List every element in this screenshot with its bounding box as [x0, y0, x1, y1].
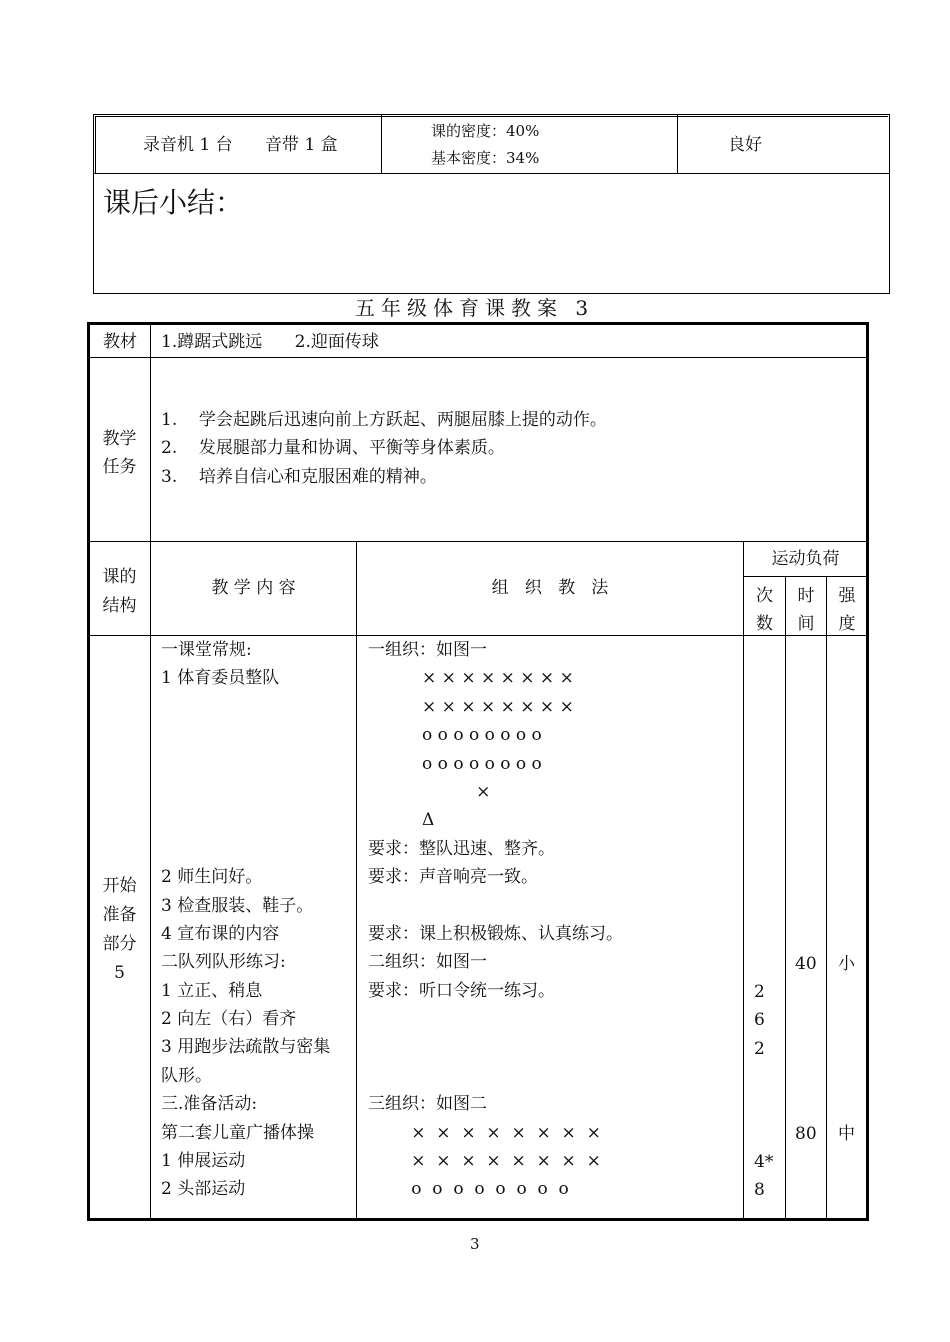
- formation-row: × × × × × × × ×: [368, 668, 574, 689]
- density-line-1: 课的密度：40%: [431, 122, 540, 140]
- task-item: 1. 学会起跳后迅速向前上方跃起、两腿屈膝上提的动作。: [161, 410, 607, 430]
- formation-row: o o o o o o o o: [368, 753, 542, 774]
- content-line: [161, 778, 330, 806]
- row-rule-task: [89, 541, 867, 542]
- row-rule-material: [89, 357, 867, 358]
- method-line: 三组织：如图二: [368, 1094, 487, 1115]
- summary-label: 课后小结：: [103, 186, 244, 219]
- method-line: 要求：整队迅速、整齐。: [368, 838, 555, 859]
- content-line: 2 头部运动: [161, 1179, 246, 1200]
- content-line: 3 检查服装、鞋子。: [161, 895, 314, 916]
- content-line: [161, 693, 330, 721]
- material-value: 1.蹲踞式跳远 2.迎面传球: [161, 332, 379, 352]
- equipment-text: 录音机 1 台 音带 1 盒: [143, 135, 338, 155]
- method-line: [368, 1033, 623, 1061]
- task-item: 3. 培养自信心和克服困难的精神。: [161, 466, 437, 487]
- count-value: 8: [754, 1180, 765, 1200]
- method-line: 要求：课上积极锻炼、认真练习。: [368, 923, 623, 944]
- header-time: 时 间: [797, 586, 815, 634]
- header-load: 运动负荷: [771, 549, 840, 569]
- content-line: 二队列队形练习:: [161, 952, 286, 973]
- col-rule-method: [743, 541, 744, 1219]
- formation-row: × × × × × × × ×: [368, 1151, 601, 1172]
- content-line: 1 立正、稍息: [161, 980, 263, 1001]
- content-line: 1 伸展运动: [161, 1151, 246, 1172]
- top-table-inner-left: [95, 116, 96, 174]
- method-line: [368, 1062, 623, 1090]
- col-rule-content: [356, 541, 357, 1219]
- top-table-col-divider-2: [677, 114, 678, 174]
- col-rule-count: [785, 576, 786, 1219]
- row-rule-load-sub: [743, 576, 867, 577]
- header-method: 组 织 教 法: [491, 578, 609, 598]
- page-number: 3: [470, 1235, 480, 1253]
- content-line: 第二套儿童广播体操: [161, 1122, 314, 1143]
- formation-row: × × × × × × × ×: [368, 1122, 601, 1143]
- time-value: 40: [795, 954, 817, 974]
- rating-text: 良好: [728, 135, 762, 155]
- intensity-value: 小: [838, 954, 855, 974]
- content-line: [161, 806, 330, 834]
- count-value: 6: [754, 1010, 765, 1030]
- col-rule-label: [150, 324, 151, 1219]
- method-line: 要求：声音响亮一致。: [368, 867, 538, 888]
- method-line: 要求：听口令统一练习。: [368, 980, 555, 1001]
- lesson-title: 五年级体育课教案 3: [355, 296, 595, 320]
- col-rule-time: [826, 576, 827, 1219]
- content-column: [161, 636, 330, 1204]
- task-list: [161, 406, 607, 491]
- header-intensity: 强 度: [838, 586, 856, 634]
- method-line: 二组织：如图一: [368, 952, 487, 973]
- top-table-col-divider-1: [381, 114, 382, 174]
- method-column: [368, 636, 623, 1204]
- method-line: 一组织：如图一: [368, 640, 487, 660]
- teacher-marker: Δ: [368, 810, 435, 831]
- formation-row: ×: [368, 781, 491, 802]
- content-line: [161, 721, 330, 749]
- top-table-inner-top: [95, 116, 888, 117]
- content-line: 1 体育委员整队: [161, 668, 280, 689]
- method-line: [368, 892, 623, 920]
- time-value: 80: [795, 1124, 817, 1144]
- content-line: 一课堂常规:: [161, 640, 252, 660]
- content-line: 2 师生问好。: [161, 867, 263, 888]
- material-label: 教材: [103, 332, 137, 352]
- count-value: 2: [754, 982, 765, 1002]
- count-value: 4*: [754, 1152, 774, 1172]
- header-content: 教 学 内 容: [211, 578, 296, 598]
- content-line: 三.准备活动:: [161, 1094, 258, 1115]
- task-item: 2. 发展腿部力量和协调、平衡等身体素质。: [161, 438, 505, 459]
- formation-row: o o o o o o o o: [368, 725, 542, 746]
- section-label: 开始 准备 部分 5: [102, 876, 137, 983]
- formation-row: × × × × × × × ×: [368, 696, 574, 717]
- content-line: 队形。: [161, 1065, 212, 1086]
- count-value: 2: [754, 1039, 765, 1059]
- task-label: 教学 任务: [102, 429, 137, 477]
- header-count: 次 数: [756, 586, 773, 634]
- method-line: [368, 1005, 623, 1033]
- formation-row: o o o o o o o o: [368, 1179, 569, 1200]
- content-line: [161, 750, 330, 778]
- intensity-value: 中: [838, 1124, 855, 1144]
- top-table-row-divider: [93, 173, 890, 174]
- content-line: 2 向左（右）看齐: [161, 1009, 297, 1030]
- content-line: 4 宣布课的内容: [161, 923, 280, 944]
- header-structure: 课的 结构: [102, 567, 137, 616]
- content-line: [161, 835, 330, 863]
- content-line: 3 用跑步法疏散与密集: [161, 1037, 331, 1058]
- density-line-2: 基本密度：34%: [431, 149, 540, 167]
